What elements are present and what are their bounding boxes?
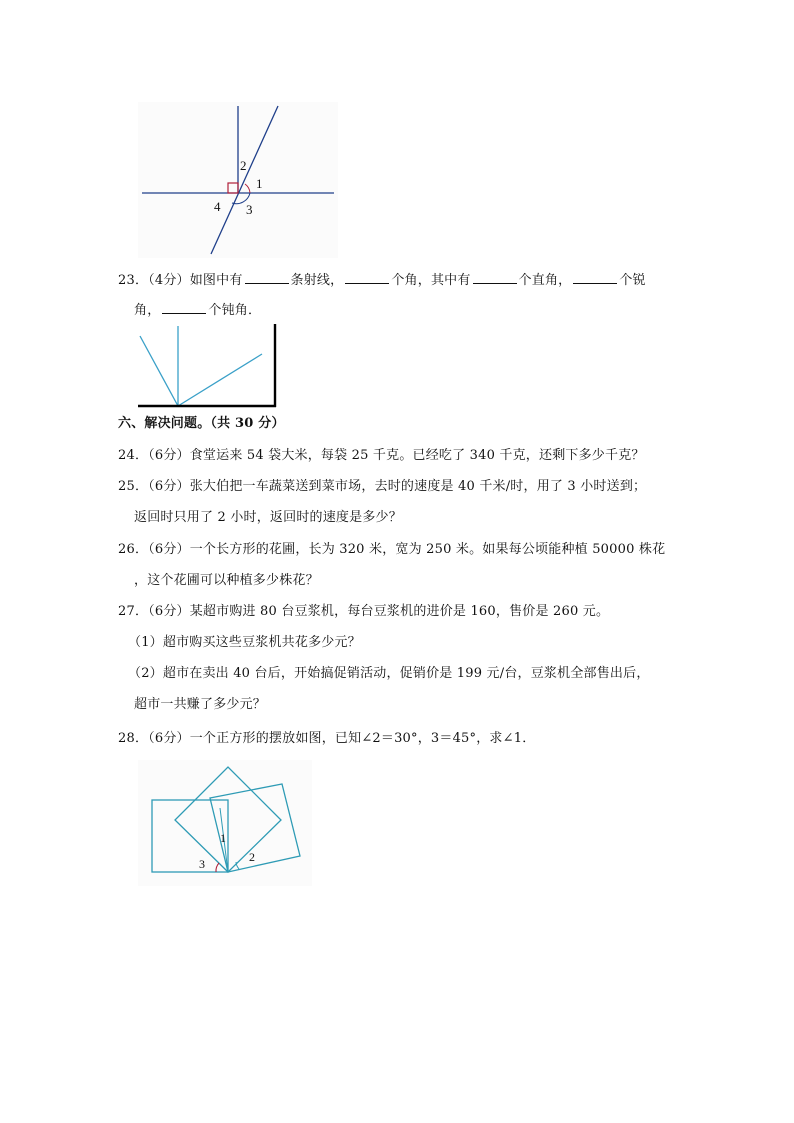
angle-label-1: 1 (256, 176, 263, 191)
angle-label-4: 4 (214, 199, 221, 214)
question-23-line2: 角， 个钝角． (134, 303, 262, 318)
angle-figure (138, 102, 338, 258)
section-6-title: 六、解决问题。（共 30 分） (118, 416, 285, 431)
question-27-sub1: （1）超市购买这些豆浆机共花多少元？ (128, 635, 361, 650)
question-26-line2: ，这个花圃可以种植多少株花？ (134, 573, 319, 588)
question-27-line1: 27．（6分）某超市购进 80 台豆浆机，每台豆浆机的进价是 160，售价是 260 元。 (118, 604, 610, 619)
question-23-line1: 23．（4分）如图中有 条射线， 个角，其中有 个直角， 个锐 (118, 273, 646, 288)
question-25-line2: 返回时只用了 2 小时，返回时的速度是多少？ (134, 510, 402, 525)
blank-acute-angles (573, 271, 617, 284)
ray-right (178, 354, 262, 406)
square-label-2: 2 (249, 850, 255, 864)
angle-label-2: 2 (240, 158, 247, 173)
blank-angles (345, 271, 389, 284)
squares-figure (138, 760, 312, 886)
square-label-1: 1 (220, 831, 226, 845)
question-24: 24．（6分）食堂运来 54 袋大米，每袋 25 千克。已经吃了 340 千克，还剩下多少千克？ (118, 448, 645, 463)
question-28: 28．（6分）一个正方形的摆放如图，已知∠2＝30°，3＝45°，求∠1． (118, 731, 536, 746)
angle-label-3: 3 (246, 202, 253, 217)
rays-figure (138, 324, 278, 408)
blank-rays (245, 271, 289, 284)
square-label-3: 3 (199, 857, 205, 871)
question-25-line1: 25．（6分）张大伯把一车蔬菜送到菜市场，去时的速度是 40 千米/时，用了 3 小时送到； (118, 479, 647, 494)
question-27-sub2-line1: （2）超市在卖出 40 台后，开始搞促销活动，促销价是 199 元/台，豆浆机全部售出后， (128, 666, 650, 681)
question-27-sub2-line2: 超市一共赚了多少元？ (134, 697, 267, 712)
blank-obtuse-angles (162, 301, 206, 314)
ray-left (140, 336, 178, 406)
blank-right-angles (473, 271, 517, 284)
question-26-line1: 26．（6分）一个长方形的花圃，长为 320 米，宽为 250 米。如果每公顷能种植 50000 株花 (118, 542, 666, 557)
